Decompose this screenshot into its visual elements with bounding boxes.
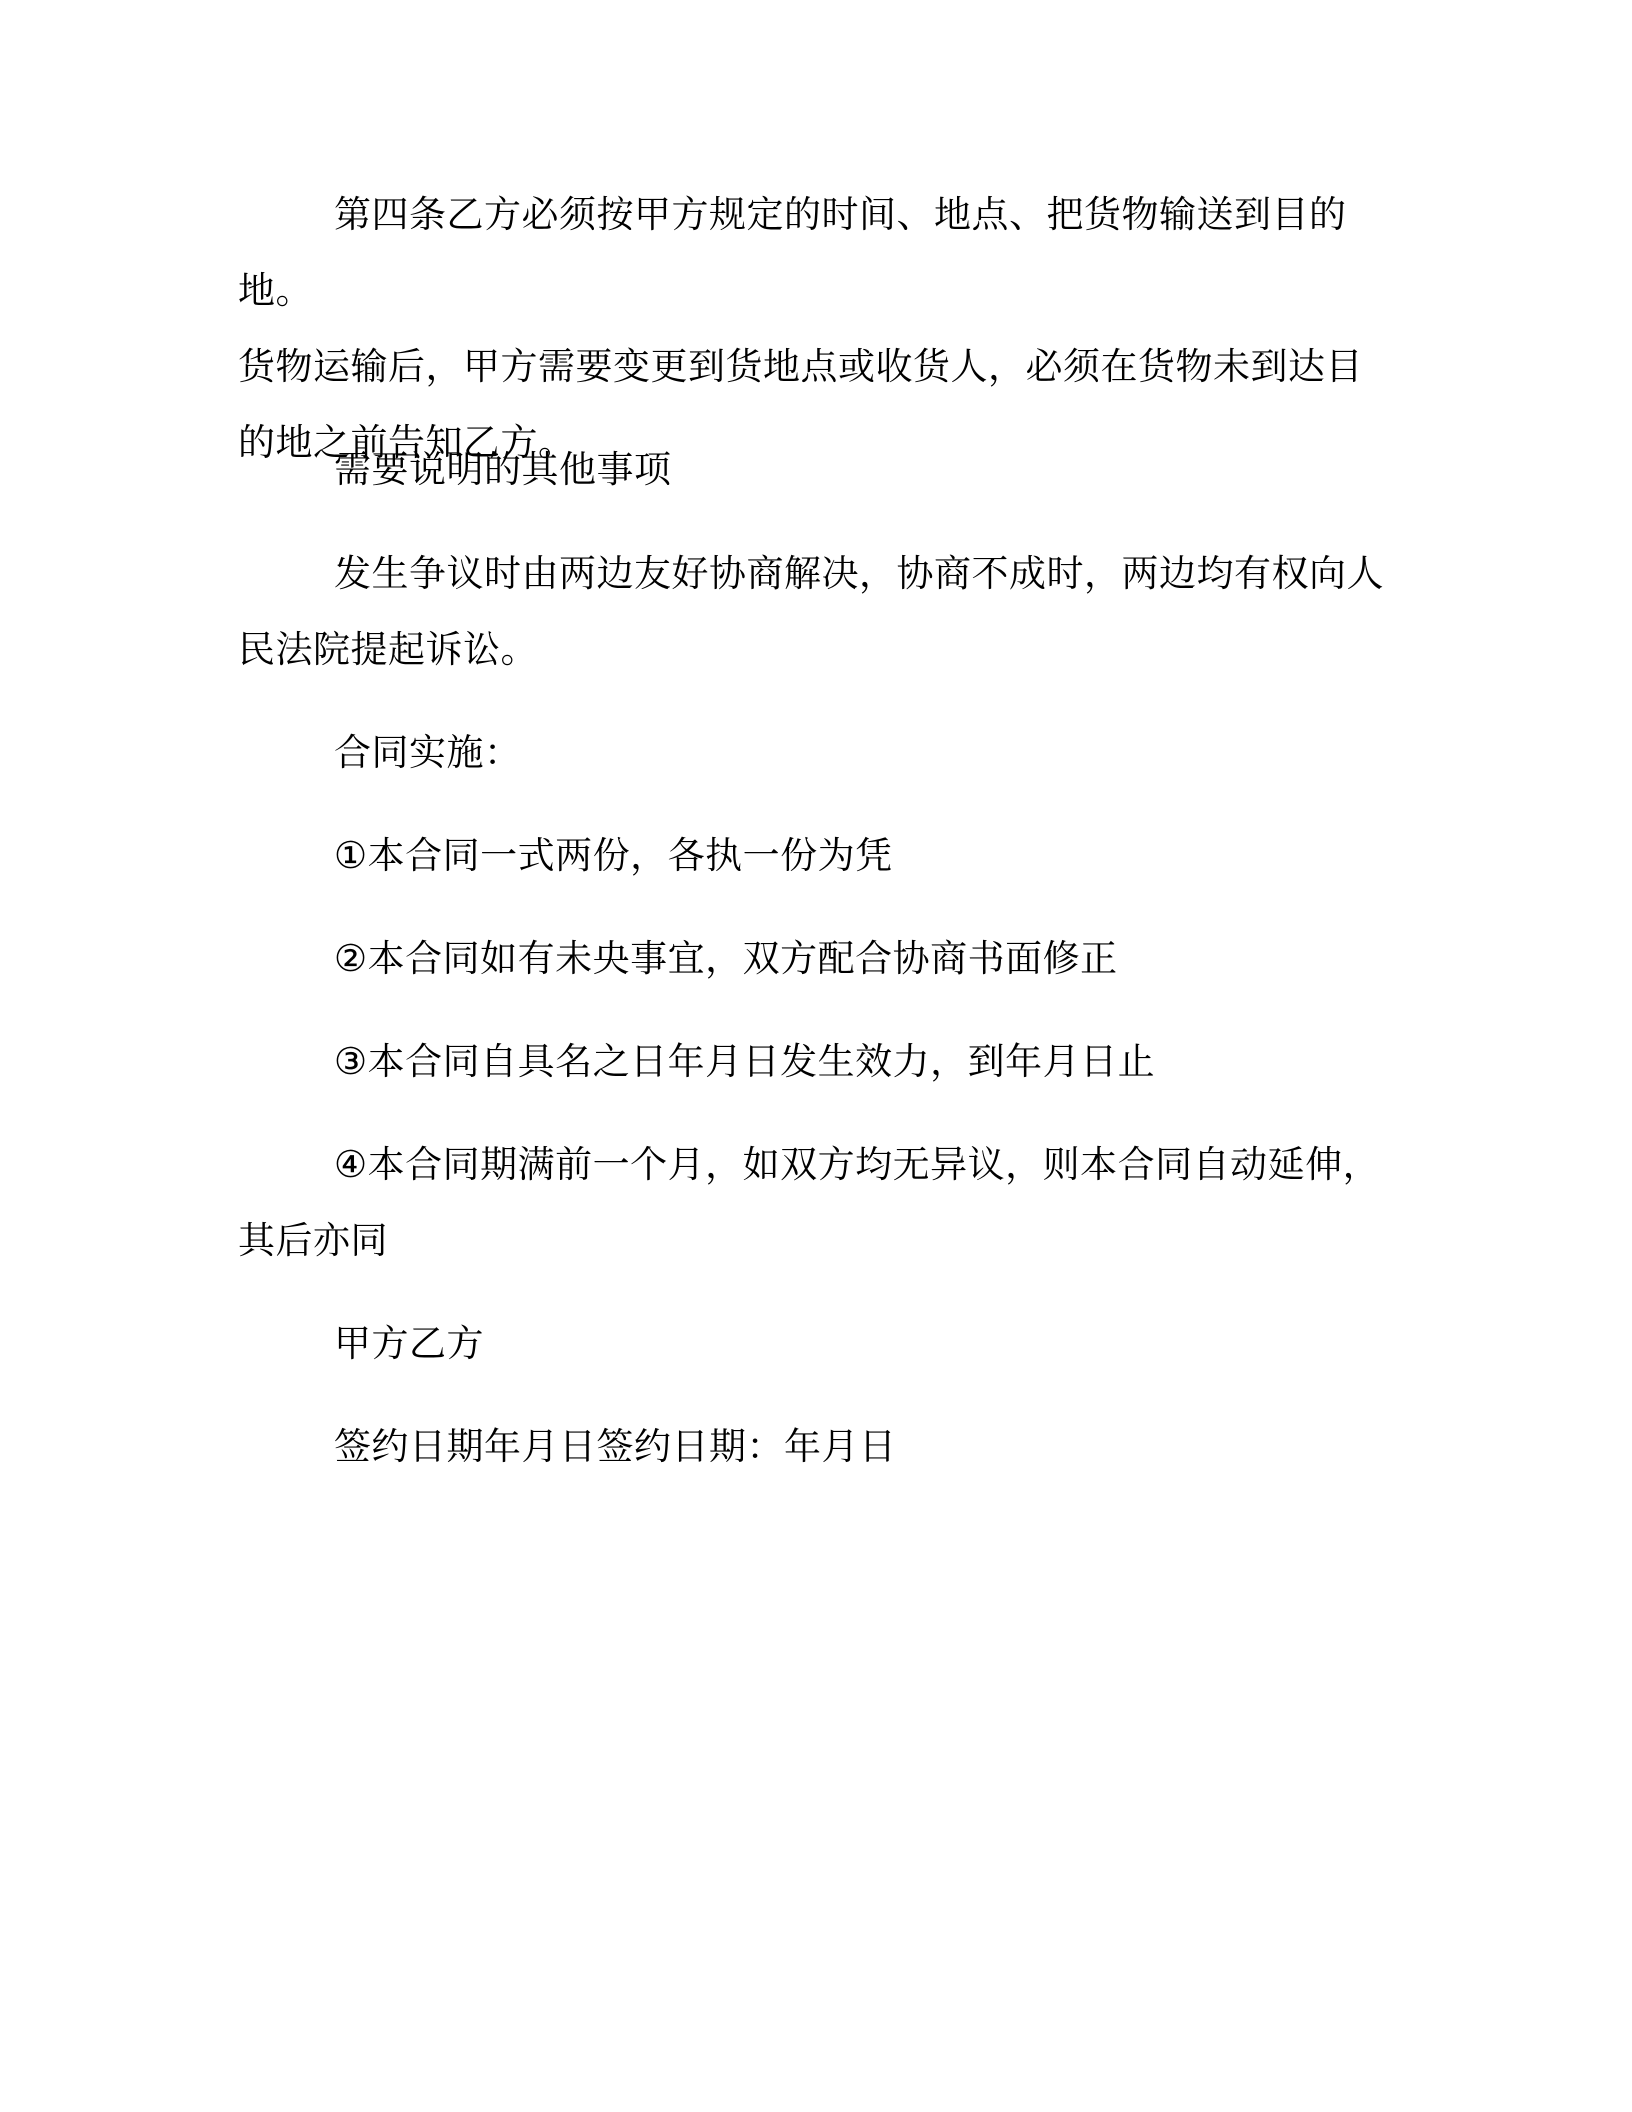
paragraph-line: ②本合同如有未央事宜，双方配合协商书面修正 bbox=[334, 937, 1118, 980]
other-matters-heading bbox=[238, 432, 1398, 508]
clause-2 bbox=[238, 921, 1398, 997]
paragraph-line: 发生争议时由两边友好协商解决，协商不成时，两边均有权向人 bbox=[334, 552, 1384, 595]
contract-implementation-heading bbox=[238, 715, 1398, 791]
paragraph-line: 签约日期年月日签约日期：年月日 bbox=[334, 1425, 897, 1468]
paragraph-line: 合同实施： bbox=[334, 731, 522, 774]
signing-date-line bbox=[238, 1409, 1398, 1485]
paragraph-line: 货物运输后，甲方需要变更到货地点或收货人，必须在货物未到达目 bbox=[238, 345, 1363, 388]
paragraph-line: ③本合同自具名之日年月日发生效力，到年月日止 bbox=[334, 1040, 1156, 1083]
clause-1 bbox=[238, 818, 1398, 894]
paragraph-line: 其后亦同 bbox=[238, 1219, 388, 1262]
paragraph-line: 民法院提起诉讼。 bbox=[238, 628, 538, 671]
clause-3 bbox=[238, 1024, 1398, 1100]
paragraph-line: 的地之前告知乙方。 bbox=[238, 421, 576, 464]
dispute-resolution-paragraph bbox=[238, 536, 1398, 688]
paragraph-line: 第四条乙方必须按甲方规定的时间、地点、把货物输送到目的地。 bbox=[238, 193, 1347, 312]
paragraph-line: 甲方乙方 bbox=[334, 1322, 484, 1365]
clause-4 bbox=[238, 1127, 1398, 1279]
paragraph-line: ①本合同一式两份，各执一份为凭 bbox=[334, 834, 893, 877]
parties-line bbox=[238, 1306, 1398, 1382]
paragraph-line: ④本合同期满前一个月，如双方均无异议，则本合同自动延伸， bbox=[334, 1143, 1381, 1186]
paragraph-line: 需要说明的其他事项 bbox=[334, 448, 672, 491]
